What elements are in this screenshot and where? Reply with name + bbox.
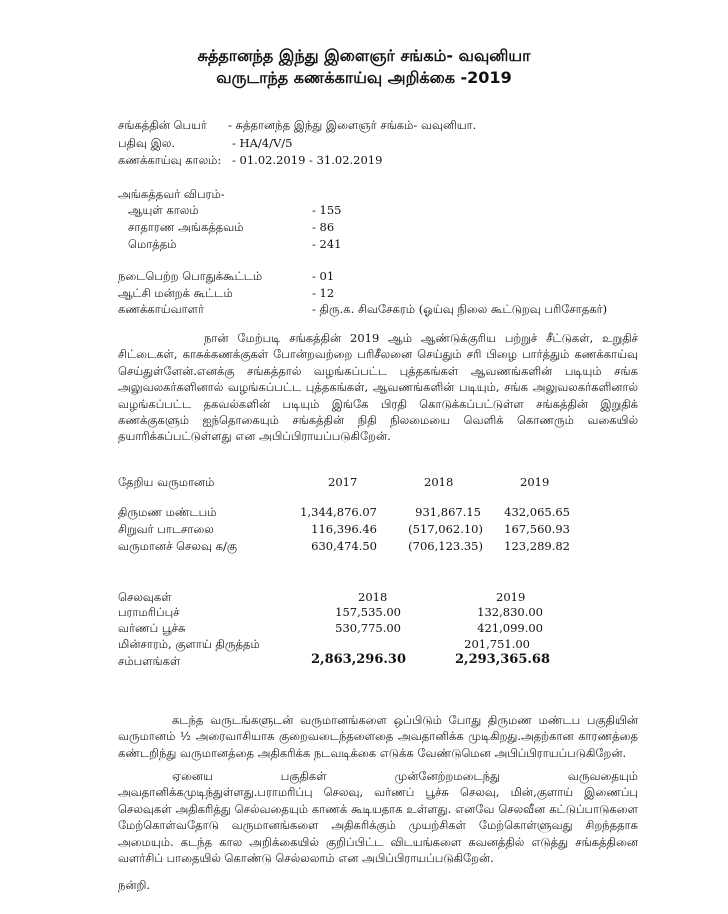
meeting-label: நடைபெற்ற பொதுக்கூட்டம் — [118, 269, 263, 283]
income-cell: (517,062.10) — [408, 522, 483, 536]
auditor-label: கணக்காய்வாளர் — [118, 302, 204, 316]
document-title-line2: வருடாந்த கணக்காய்வு அறிக்கை -2019 — [216, 68, 512, 87]
audit-period-label: கணக்காய்வு காலம்: — [118, 153, 222, 167]
expense-row-label: மின்சாரம், குளாய் திருத்தம் — [118, 637, 260, 651]
expense-row-label: சம்பளங்கள் — [118, 654, 181, 668]
income-cell: 432,065.65 — [504, 505, 570, 519]
income-observation-paragraph: கடந்த வருடங்களுடன் வருமானங்களை ஒப்பிடும் போது திருமண மண்டப பகுதியின் வருமானம் ½ அரைவாசியாக குறைவடைந்தளைதை அவதானிக்க முடிகிறது.அதற்கான காரணத்தை கண்டறிந்து வருமானத்தை அதிகரிக்க நடவடிக்கை எடுக்க வேண்டுமென அபிப்பிராயப்படுகிறேன். — [118, 713, 638, 760]
meeting-value: - 01 — [312, 269, 335, 283]
expense-total-cell: 2,863,296.30 — [311, 652, 406, 667]
expense-total-cell: 2,293,365.68 — [455, 652, 550, 667]
closing-thanks: நன்றி. — [118, 878, 151, 892]
expenses-heading: செலவுகள் — [118, 590, 172, 604]
income-year-header: 2018 — [424, 475, 454, 489]
income-year-header: 2017 — [328, 475, 358, 489]
meeting-label: ஆட்சி மன்றக் கூட்டம் — [118, 286, 233, 300]
registration-value: - HA/4/V/5 — [232, 136, 293, 150]
meeting-value: - 12 — [312, 286, 335, 300]
expense-cell: 157,535.00 — [335, 605, 401, 619]
income-row-label: திருமண மண்டபம் — [118, 505, 217, 519]
income-cell: 167,560.93 — [504, 522, 570, 536]
expense-cell: 421,099.00 — [477, 621, 543, 635]
income-cell: (706,123.35) — [408, 539, 483, 553]
society-name-value: - சுத்தானந்த இந்து இளைஞர் சங்கம்- வவுனியா. — [228, 118, 477, 132]
expense-cell: 132,830.00 — [477, 605, 543, 619]
income-cell: 1,344,876.07 — [300, 505, 377, 519]
income-cell: 116,396.46 — [311, 522, 377, 536]
income-year-header: 2019 — [520, 475, 550, 489]
society-name-label: சங்கத்தின் பெயர் — [118, 118, 207, 132]
registration-label: பதிவு இல. — [118, 136, 176, 150]
members-heading: அங்கத்தவர் விபரம்- — [118, 187, 225, 201]
income-row-label: வருமானச் செலவு க/கு — [118, 539, 238, 553]
auditor-value: - திரு.க. சிவசேகரம் (ஓய்வு நிலை கூட்டுறவு பரிசோதகர்) — [312, 302, 608, 316]
member-label: சாதாரண அங்கத்தவம் — [128, 220, 244, 234]
audit-statement-paragraph: நான் மேற்படி சங்கத்தின் 2019 ஆம் ஆண்டுக்குரிய பற்றுச் சீட்டுகள், உறுதிச் சிட்டைகள், காசுக்கணக்குகள் போன்றவற்றை பரிசீலனை செய்தும் சரி பிழை பார்த்தும் கணக்காய்வு செய்துள்ளேன்.எனக்கு சங்கத்தால் வழங்கப்பட்ட புத்தகங்கள் ஆவணங்களின் படியும் சங்க அலுவலகர்களினால் வழங்கப்பட்ட புத்தகங்கள், ஆவணங்களின் படியும், சங்க அலுவலகர்களினால் வழங்கப்பட்ட தகவல்களின் படியும் இங்கே பிரதி கொடுக்கப்பட்டுள்ள சங்கத்தின் இறுதிக் கணக்குகளும் ஐந்தொகையும் சங்கத்தின் நிதி நிலமையை வெளிக் கொணரும் வகையில் தயாரிக்கப்பட்டுள்ளது என அபிப்பிராயப்படுகிறேன். — [118, 331, 638, 444]
income-heading: தேறிய வருமானம் — [118, 475, 215, 489]
expense-cell: 530,775.00 — [335, 621, 401, 635]
income-row-label: சிறுவர் பாடசாலை — [118, 522, 214, 536]
income-cell: 123,289.82 — [504, 539, 570, 553]
member-value: - 241 — [312, 237, 342, 251]
income-cell: 630,474.50 — [311, 539, 377, 553]
expense-cell: 201,751.00 — [464, 637, 530, 651]
income-cell: 931,867.15 — [415, 505, 481, 519]
member-label: ஆயுள் காலம் — [128, 203, 199, 217]
member-label: மொத்தம் — [128, 237, 177, 251]
audit-period-value: - 01.02.2019 - 31.02.2019 — [232, 153, 383, 167]
recommendation-paragraph: ஏனைய பகுதிகள் முன்னேற்றமடைந்து வருவதையும் அவதானிக்கமுடிந்துள்ளது.பராமரிப்பு செலவு, வர்ணப் பூச்சு செலவு, மின்,குளாய் இணைப்பு செலவுகள் அதிகரித்து செல்வதையும் காணக் கூடியதாக உள்ளது. எனவே செலவீன கட்டுப்பாடுகளை மேற்கொள்வதோடு வருமானங்களை அதிகரிக்கும் முயற்சிகள் மேற்கொள்ளுவது சிறந்ததாக அமையும். கடந்த கால அறிக்கையில் குறிப்பிட்ட விடயங்களை கவனத்தில் எடுத்து சங்கத்தினை வளர்சிப் பாதையில் கொண்டு செல்லலாம் என அபிப்பிராயப்படுகிறேன். — [118, 769, 638, 866]
document-title-line1: சுத்தானந்த இந்து இளைஞர் சங்கம்- வவுனியா — [197, 46, 531, 65]
expenses-year-header: 2018 — [358, 590, 388, 604]
member-value: - 155 — [312, 203, 342, 217]
expense-row-label: பராமரிப்புச் — [118, 605, 180, 619]
expenses-year-header: 2019 — [496, 590, 526, 604]
member-value: - 86 — [312, 220, 335, 234]
expense-row-label: வர்ணப் பூச்சு — [118, 621, 186, 635]
